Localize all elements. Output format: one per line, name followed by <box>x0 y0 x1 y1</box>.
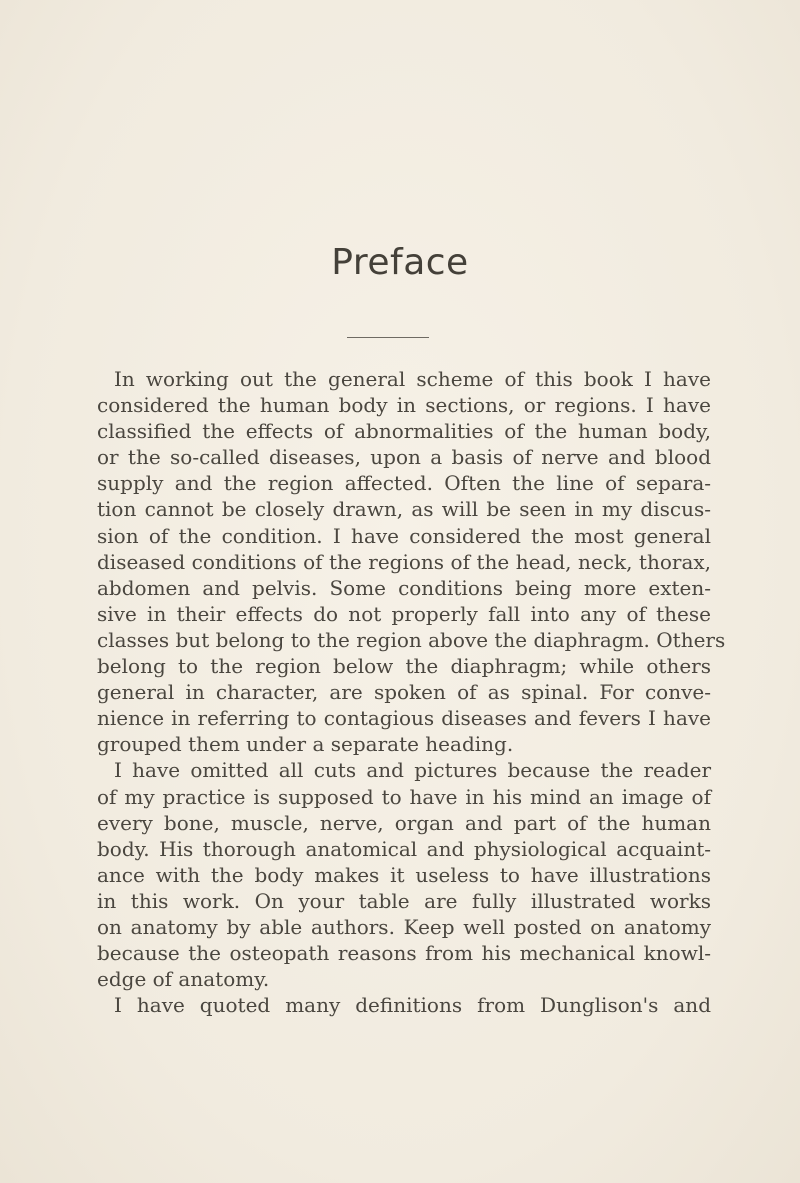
text-line: sive in their effects do not properly fall into any of these <box>97 601 711 626</box>
text-line: classified the effects of abnormalities of the human body, <box>97 419 711 444</box>
text-line: I have omitted all cuts and pictures because the reader <box>114 758 711 783</box>
text-line: every bone, muscle, nerve, organ and part of the human <box>97 810 711 835</box>
text-line: I have quoted many definitions from Dunglison's and <box>114 993 711 1018</box>
text-line: tion cannot be closely drawn, as will be seen in my discus- <box>97 497 711 522</box>
text-line: grouped them under a separate heading. <box>97 732 514 757</box>
title-rule <box>347 337 429 338</box>
preface-body <box>97 366 726 1018</box>
text-line: or the so-called diseases, upon a basis of nerve and blood <box>97 445 711 470</box>
text-line: because the osteopath reasons from his mechanical knowl- <box>97 941 711 966</box>
text-line: classes but belong to the region above the diaphragm. Others <box>97 627 726 652</box>
page-title: Preface <box>331 242 469 283</box>
text-line: of my practice is supposed to have in his mind an image of <box>97 784 711 809</box>
text-line: in this work. On your table are fully illustrated works <box>97 888 711 913</box>
text-line: diseased conditions of the regions of the head, neck, thorax, <box>97 549 711 574</box>
text-line: In working out the general scheme of this book I have <box>114 367 711 391</box>
text-line: nience in referring to contagious diseases and fevers I have <box>97 706 711 731</box>
text-line: body. His thorough anatomical and physiological acquaint- <box>97 836 711 861</box>
text-line: belong to the region below the diaphragm; while others <box>97 654 711 679</box>
text-line: abdomen and pelvis. Some conditions being more exten- <box>97 575 711 600</box>
text-line: edge of anatomy. <box>97 967 270 992</box>
text-line: considered the human body in sections, or regions. I have <box>97 393 711 418</box>
text-line: sion of the condition. I have considered the most general <box>97 523 711 548</box>
text-line: ance with the body makes it useless to have illustrations <box>97 862 711 887</box>
text-line: general in character, are spoken of as spinal. For conve- <box>97 680 711 705</box>
text-line: on anatomy by able authors. Keep well posted on anatomy <box>97 914 711 939</box>
text-line: supply and the region affected. Often the line of separa- <box>97 471 711 496</box>
